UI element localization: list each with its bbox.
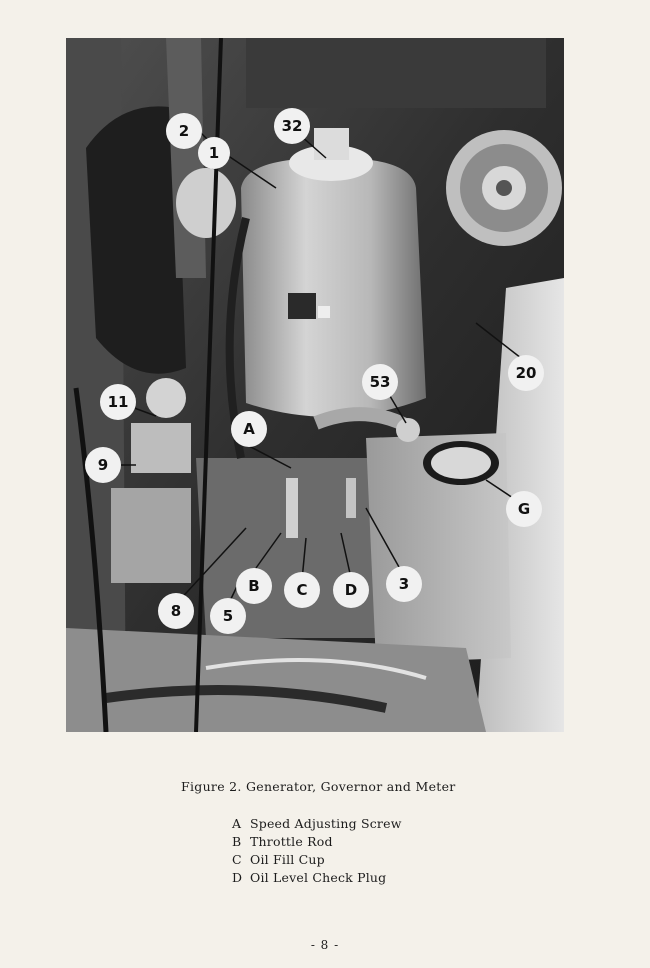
callout-B: B [248, 577, 260, 595]
legend-text: Oil Level Check Plug [250, 870, 387, 885]
callout-53: 53 [369, 373, 391, 391]
callout-D: D [344, 581, 358, 599]
callout-5: 5 [222, 607, 234, 625]
legend-item [232, 851, 402, 869]
legend-text: Throttle Rod [250, 834, 333, 849]
figure-caption: Figure 2. Generator, Governor and Meter [181, 779, 456, 794]
callout-32: 32 [281, 117, 303, 135]
engine-photograph [66, 38, 564, 732]
callout-20: 20 [515, 364, 537, 382]
legend-key: A [232, 816, 242, 831]
callout-8: 8 [170, 602, 182, 620]
legend-item [232, 869, 402, 887]
callout-9: 9 [97, 456, 109, 474]
callout-A: A [243, 420, 255, 438]
engine-photo-drawing [66, 38, 564, 732]
legend-key: C [232, 852, 242, 867]
legend-text: Oil Fill Cup [250, 852, 325, 867]
legend-key: B [232, 834, 242, 849]
callout-1: 1 [208, 144, 220, 162]
legend-key: D [232, 870, 243, 885]
callout-C: C [296, 581, 308, 599]
figure-legend [232, 815, 402, 887]
page-number: - 8 - [310, 938, 340, 952]
callout-11: 11 [107, 393, 129, 411]
callout-G: G [517, 500, 531, 518]
callout-2: 2 [178, 122, 190, 140]
legend-item [232, 833, 402, 851]
legend-item [232, 815, 402, 833]
callout-3: 3 [398, 575, 410, 593]
legend-text: Speed Adjusting Screw [250, 816, 402, 831]
